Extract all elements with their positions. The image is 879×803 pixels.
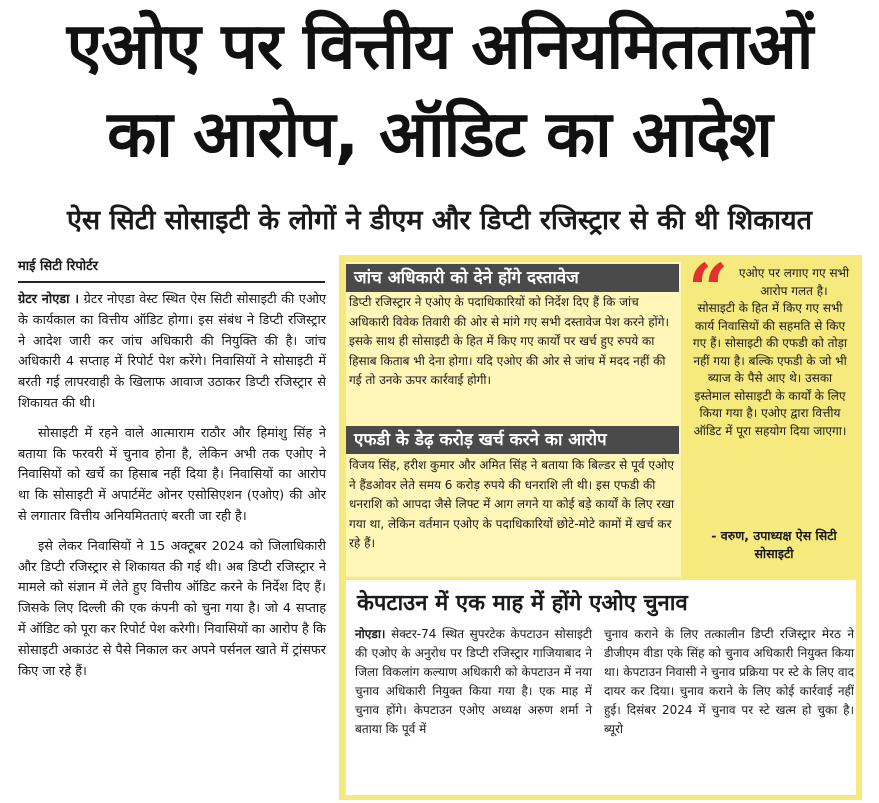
quote-rest: सोसाइटी के हित में किए गए सभी कार्य निवासियों की सहमति से किए गए हैं। सोसाइटी की एफडी को तोड़ा नहीं गया है। बल्कि एफडी के जो भी ब्याज के पैसे आए थे। उसका इस्तेमाल सोसाइटी के कार्यों के लिए किया गया है। एओए द्वारा वित्तीय ऑडिट में पूरा सहयोग दिया जाएगा। <box>692 301 848 438</box>
main-story-paragraph-1 <box>18 290 326 415</box>
box1-heading: जांच अधिकारी को देने होंगे दस्तावेज <box>346 264 679 292</box>
side-story-right-column: चुनाव कराने के लिए तत्कालीन डिप्टी रजिस्ट्रार मेरठ ने डीजीएम वीडा एके सिंह को चुनाव अधिकारी नियुक्त किया था। केपटाउन निवासी ने चुनाव प्रक्रिया पर स्टे के लिए वाद दायर कर दिया। चुनाव कराने के लिए कोई कार्रवाई नहीं हुई। दिसंबर 2024 में चुनाव पर स्टे खत्म हो चुका है। ब्यूरो <box>604 627 854 736</box>
box2-heading: एफडी के डेढ़ करोड़ खर्च करने का आरोप <box>346 426 679 454</box>
headline-line-1: एओए पर वित्तीय अनियमितताओं <box>66 10 813 84</box>
quote-first-line: एओए पर लगाए गए सभी आरोप गलत है। <box>738 266 850 298</box>
main-story <box>18 290 326 691</box>
side-story-left-column <box>355 625 592 739</box>
headline-line-2: का आरोप, ऑडिट का आदेश <box>107 98 772 172</box>
quote-text <box>690 265 850 440</box>
byline: माई सिटी रिपोर्टर <box>18 259 98 274</box>
main-story-p1-text: ग्रेटर नोएडा वेस्ट स्थित ऐस सिटी सोसाइटी की एओए के कार्यकाल का वित्तीय ऑडिट होगा। इस संबंध ने डिप्टी रजिस्ट्रार ने आदेश जारी कर जांच अधिकारी की नियुक्ति की है। जांच अधिकारी 4 सप्ताह में रिपोर्ट पेश करेंगे। निवासियों ने सोसाइटी में बरती गई लापरवाही के खिलाफ आवाज उठाकर डिप्टी रजिस्ट्रार से शिकायत की थी। <box>18 292 326 411</box>
quote-attribution: - वरुण, उपाध्यक्ष ऐस सिटी सोसाइटी <box>711 528 837 561</box>
side-story-title: केपटाउन में एक माह में होंगे एओए चुनाव <box>357 591 688 616</box>
main-story-paragraph-3: इसे लेकर निवासियों ने 15 अक्टूबर 2024 को जिलाधिकारी और डिप्टी रजिस्ट्रार से शिकायत की गई थी। अब डिप्टी रजिस्ट्रार ने मामले को संज्ञान में लेते हुए वित्तीय ऑडिट करने के निर्देश दिए हैं। जिसके लिए दिल्ली की एक कंपनी को चुना गया है। जो 4 सप्ताह में ऑडिट को पूरा कर रिपोर्ट पेश करेगी। निवासियों का आरोप है कि सोसाइटी अकाउंट से पैसे निकाल कर अपने पर्सनल खाते में ट्रांसफर किए जा रहे हैं। <box>18 538 326 679</box>
side-story-left-text: सेक्टर-74 स्थित सुपरटेक केपटाउन सोसाइटी की एओए के अनुरोध पर डिप्टी रजिस्ट्रार गाजियाबाद ने जिला विकलांग कल्याण अधिकारी को केपटाउन में नया चुनाव अधिकारी नियुक्त किया गया है। एक माह में चुनाव होंगे। केपटाउन एओए अध्यक्ष अरुण शर्मा ने बताया कि पूर्व में <box>355 627 592 736</box>
subheadline: ऐस सिटी सोसाइटी के लोगों ने डीएम और डिप्टी रजिस्ट्रार से की थी शिकायत <box>66 205 813 236</box>
main-dateline: ग्रेटर नोएडा । <box>18 292 80 307</box>
main-story-paragraph-2: सोसाइटी में रहने वाले आत्माराम राठौर और हिमांशु सिंह ने बताया कि फरवरी में चुनाव होना है, लेकिन अभी तक एओए ने निवासियों को खर्चे का हिसाब नहीं दिया है। निवासियों का आरोप था कि सोसाइटी में अपार्टमेंट ओनर एसोसिएशन (एओए) की ओर से लगातार वित्तीय अनियमितताएं बरती जा रही है। <box>18 425 326 524</box>
box1-text: डिप्टी रजिस्ट्रार ने एओए के पदाधिकारियों को निर्देश दिए हैं कि जांच अधिकारी विवेक तिवारी की ओर से मांगे गए सभी दस्तावेज पेश करने होंगे। इसके साथ ही सोसाइटी के हित में किए गए कार्यों पर खर्च हुए रुपये का हिसाब किताब भी देना होगा। यदि एओए की ओर से जांच में मदद नहीं की गई तो उनके ऊपर कार्रवाई होगी। <box>349 295 669 387</box>
byline-rule <box>18 281 325 283</box>
side-dateline: नोएडा। <box>355 627 386 641</box>
quote-mark-icon: “ <box>688 248 729 331</box>
box2-text: विजय सिंह, हरीश कुमार और अमित सिंह ने बताया कि बिल्डर से पूर्व एओए ने हैंडओवर लेते समय 6 करोड़ रुपये की धनराशि ली थी। इस एफडी की धनराशि को आपदा जैसे लिफ्ट में आग लगने या कोई बड़े कार्यों के लिए रखा गया था, लेकिन वर्तमान एओए के पदाधिकारियों छोटे-मोटे कामों में खर्च कर रहे हैं। <box>349 458 675 550</box>
